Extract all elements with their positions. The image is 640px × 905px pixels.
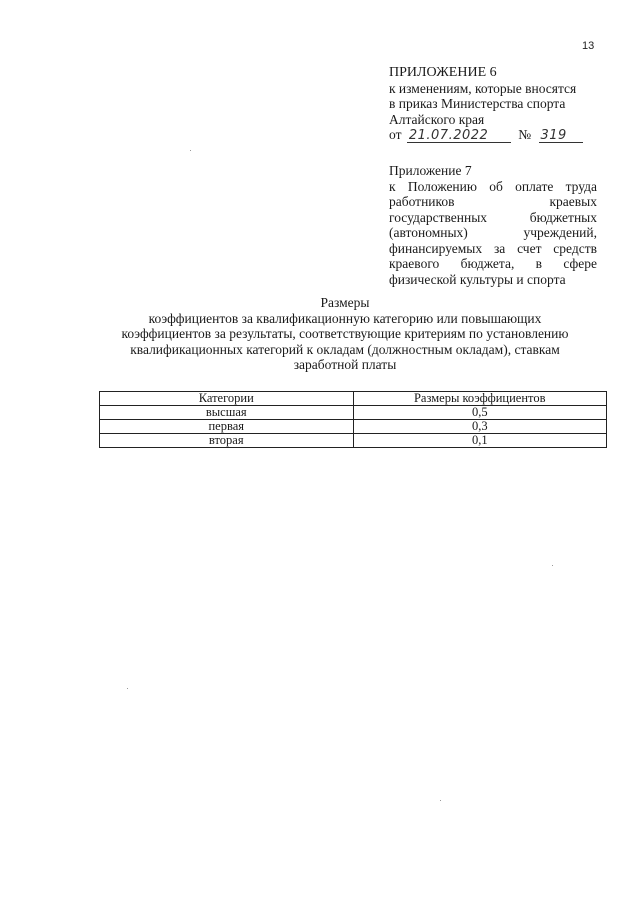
heading-line: коэффициентов за квалификационную категорию или повышающих [148, 310, 542, 326]
appendix7-line: государственных бюджетных [389, 209, 597, 225]
scan-speck [127, 688, 128, 689]
category-cell: высшая [100, 406, 354, 420]
heading-line: коэффициентов за результаты, соответствующие критериям по установлению [121, 326, 569, 341]
appendix6-line: в приказ Министерства спорта [389, 96, 566, 111]
table-row [100, 420, 607, 434]
date-field [407, 128, 511, 143]
appendix7-line: финансируемых за счет средств [389, 240, 597, 256]
appendix7-line: физической культуры и спорта [389, 271, 566, 287]
category-cell: первая [100, 420, 354, 434]
scan-speck [552, 565, 553, 566]
appendix7-line: к Положению об оплате труда [389, 178, 597, 194]
category-cell: вторая [100, 434, 354, 448]
scan-speck [190, 150, 191, 151]
heading-title: Размеры [320, 295, 370, 310]
table-row [100, 434, 607, 448]
scan-speck [440, 800, 441, 801]
handwritten-date: 21.07.2022 [408, 128, 489, 143]
header-coefficients: Размеры коэффициентов [353, 392, 607, 406]
appendix6-title: ПРИЛОЖЕНИЕ 6 [389, 65, 497, 80]
table-header-row [100, 392, 607, 406]
coefficient-cell: 0,3 [353, 420, 607, 434]
table-row [100, 406, 607, 420]
appendix7-line: (автономных) учреждений, [389, 225, 597, 240]
appendix7-title: Приложение 7 [389, 163, 472, 178]
appendix6-line: Алтайского края [389, 111, 485, 127]
appendix6-line: к изменениям, которые вносятся [389, 80, 577, 96]
number-label: № [518, 127, 532, 142]
coefficient-cell: 0,5 [353, 406, 607, 420]
appendix7-line: краевого бюджета, в сфере [389, 256, 597, 271]
coefficients-table [99, 391, 607, 448]
header-categories: Категории [100, 392, 354, 406]
handwritten-number: 319 [540, 128, 567, 143]
coefficient-cell: 0,1 [353, 434, 607, 448]
appendix7-line: работников краевых [389, 194, 597, 209]
appendix-block [389, 65, 597, 287]
number-field [539, 128, 583, 143]
heading-line: квалификационных категорий к окладам (должностным окладам), ставкам [130, 341, 560, 357]
page-number: 13 [582, 40, 595, 52]
document-heading [90, 295, 600, 373]
heading-line: заработной платы [293, 357, 397, 372]
appendix7-block [389, 163, 597, 287]
date-prefix: от [389, 127, 402, 142]
order-date-number-line [389, 127, 597, 144]
